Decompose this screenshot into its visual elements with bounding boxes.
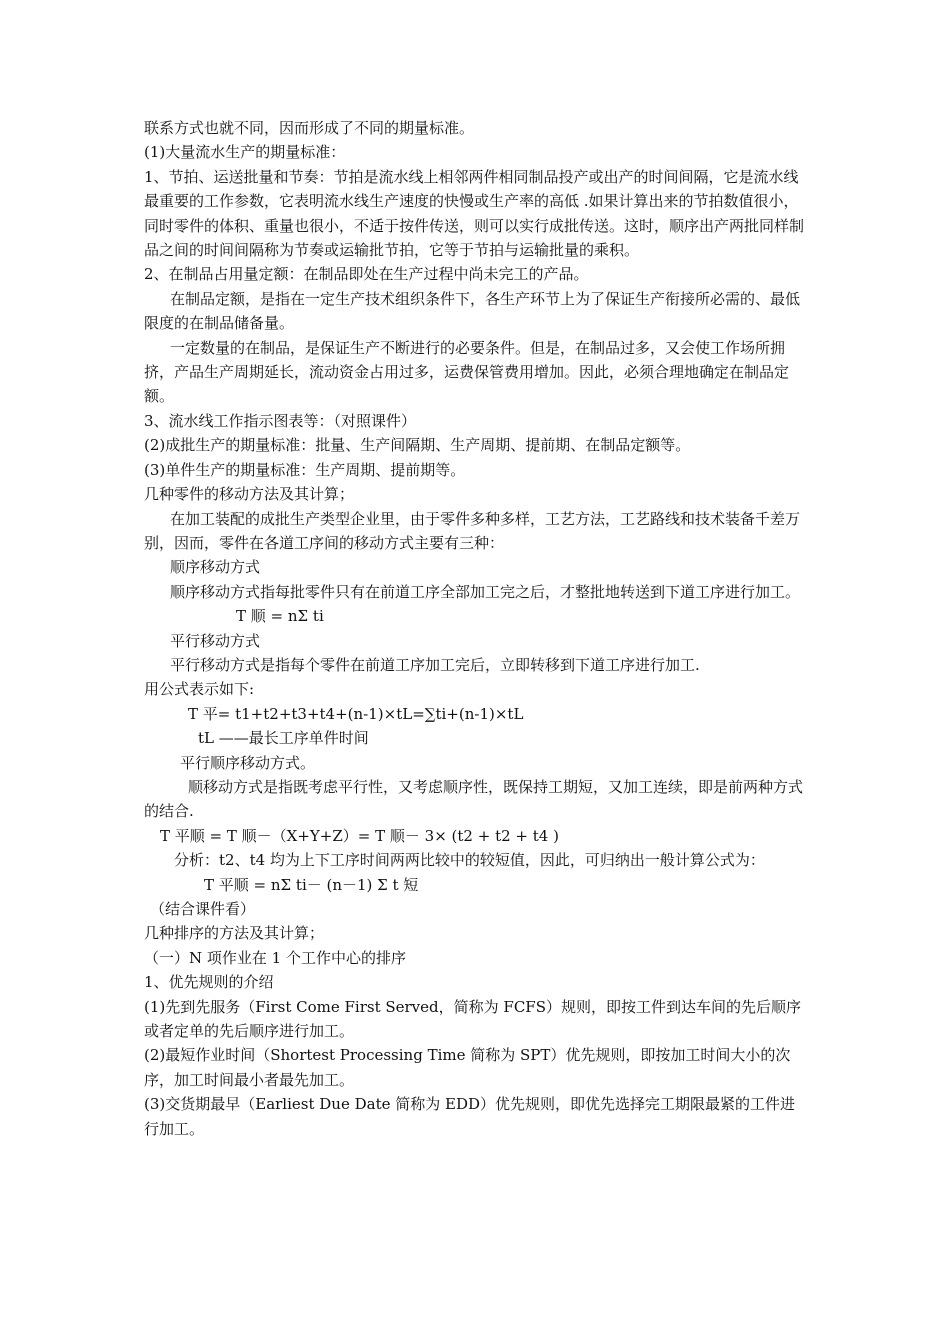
paragraph: 顺移动方式是指既考虑平行性，又考虑顺序性，既保持工期短，又加工连续，即是前两种方式的结合.	[144, 777, 804, 821]
paragraph: 顺序移动方式指每批零件只有在前道工序全部加工完之后，才整批地转送到下道工序进行加工。	[170, 582, 801, 601]
paragraph: (2)最短作业时间（Shortest Processing Time 简称为 SPT）优先规则，即按加工时间大小的次序，加工时间最小者最先加工。	[144, 1046, 791, 1089]
section-heading: 几种零件的移动方法及其计算；	[144, 485, 355, 504]
paragraph: 在制品定额，是指在一定生产技术组织条件下，各生产环节上为了保证生产衔接所必需的、最低限度的在制品储备量。	[144, 289, 801, 333]
formula-note: tL ——最长工序单件时间	[198, 729, 369, 748]
section-heading: (1)大量流水生产的期量标准：	[144, 143, 346, 162]
section-heading: （一）N 项作业在 1 个工作中心的排序	[144, 948, 406, 967]
paragraph: 在加工装配的成批生产类型企业里，由于零件多种多样，工艺方法，工艺路线和技术装备千差万别，因而，零件在各道工序间的移动方式主要有三种：	[144, 509, 801, 552]
paragraph: 一定数量的在制品，是保证生产不断进行的必要条件。但是，在制品过多，又会使工作场所拥挤，产品生产周期延长，流动资金占用过多，运费保管费用增加。因此，必须合理地确定在制品定额。	[144, 338, 790, 406]
section-heading: (3)单件生产的期量标准：生产周期、提前期等。	[144, 460, 466, 479]
section-heading: 1、优先规则的介绍	[144, 973, 274, 992]
section-heading: 几种排序的方法及其计算；	[144, 924, 325, 943]
text-line: 联系方式也就不同，因而形成了不同的期量标准。	[144, 119, 475, 137]
document-body	[144, 116, 810, 1141]
subheading: 平行顺序移动方式。	[180, 753, 316, 772]
subheading: 平行移动方式	[170, 631, 261, 650]
paragraph: 分析：t2、t4 均为上下工序时间两两比较中的较短值，因此，可归纳出一般计算公式为：	[174, 851, 765, 870]
paragraph: (3)交货期最早（Earliest Due Date 简称为 EDD）优先规则，即优先选择完工期限最紧的工件进行加工。	[144, 1095, 796, 1138]
formula: T 顺 = nΣ ti	[236, 607, 324, 626]
text-line: （结合课件看）	[150, 900, 256, 918]
section-heading: (2)成批生产的期量标准：批量、生产间隔期、生产周期、提前期、在制品定额等。	[144, 436, 691, 455]
text-line: 用公式表示如下:	[144, 680, 255, 699]
paragraph: 3、流水线工作指示图表等：（对照课件）	[144, 411, 417, 430]
formula: T 平= t1+t2+t3+t4+(n-1)×tL=∑ti+(n-1)×tL	[188, 704, 524, 723]
formula: T 平顺 = T 顺－（X+Y+Z）= T 顺－ 3× (t2 + t2 + t4 )	[160, 826, 559, 845]
paragraph: 平行移动方式是指每个零件在前道工序加工完后，立即转移到下道工序进行加工.	[170, 655, 700, 674]
formula: T 平顺 = nΣ ti－ (n－1) Σ t 短	[204, 875, 419, 894]
paragraph: 1、节拍、运送批量和节奏：节拍是流水线上相邻两件相同制品投产或出产的时间间隔，它是流水线最重要的工作参数，它表明流水线生产速度的快慢或生产率的高低 .如果计算出来的节拍数值很小，同时零件的体积、重量也很小，不适于按件传送，则可以实行成批传送。这时，顺序出产两批同样制品之间的时间间隔称为节奏或运输批节拍，它等于节拍与运输批量的乘积。	[144, 167, 805, 260]
paragraph: 2、在制品占用量定额：在制品即处在生产过程中尚未完工的产品。	[144, 265, 589, 284]
subheading: 顺序移动方式	[170, 558, 261, 577]
paragraph: (1)先到先服务（First Come First Served，简称为 FCFS）规则，即按工件到达车间的先后顺序或者定单的先后顺序进行加工。	[144, 997, 801, 1041]
